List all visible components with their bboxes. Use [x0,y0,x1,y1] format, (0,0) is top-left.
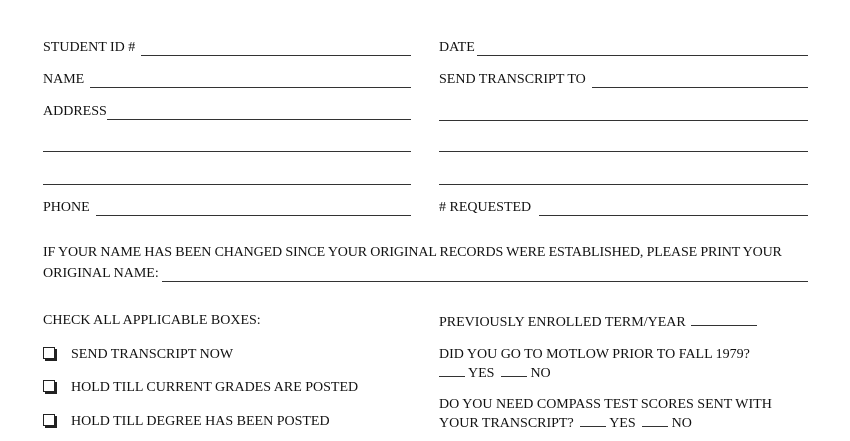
phone-line[interactable] [96,203,411,216]
compass-no-label: NO [671,416,692,431]
send-transcript-to-line-1[interactable] [592,75,808,88]
motlow-yes-label: YES [467,366,495,381]
hold-current-grades-label: HOLD TILL CURRENT GRADES ARE POSTED [71,380,359,395]
address-line-2[interactable] [43,150,411,152]
send-transcript-to-line-4[interactable] [439,183,808,185]
date-line[interactable] [477,43,808,56]
motlow-no-blank[interactable] [501,364,527,377]
requested-label: # REQUESTED [439,200,532,215]
send-transcript-to-field[interactable] [439,72,808,88]
original-name-line[interactable] [162,269,808,282]
date-label: DATE [439,40,475,55]
send-transcript-now-label: SEND TRANSCRIPT NOW [71,347,234,362]
send-transcript-to-line-2[interactable] [439,119,808,121]
name-label: NAME [43,72,85,87]
compass-no-blank[interactable] [642,414,668,427]
compass-yes-label: YES [609,416,636,431]
send-transcript-to-line-3[interactable] [439,150,808,152]
hold-degree-checkbox[interactable] [43,414,55,426]
address-field[interactable] [43,104,411,120]
motlow-no-label: NO [530,366,551,381]
date-field[interactable] [439,40,808,56]
hold-current-grades-checkbox[interactable] [43,380,55,392]
address-line-3[interactable] [43,183,411,185]
previously-enrolled-line[interactable] [691,313,757,326]
check-boxes-heading: CHECK ALL APPLICABLE BOXES: [43,313,261,328]
previously-enrolled-field[interactable] [439,313,757,331]
compass-question-line-2: YOUR TRANSCRIPT? [439,416,574,431]
phone-field[interactable] [43,200,411,216]
requested-line[interactable] [539,203,808,216]
requested-field[interactable] [439,200,808,216]
send-transcript-to-label: SEND TRANSCRIPT TO [439,72,586,87]
send-transcript-now-option[interactable] [43,347,233,363]
name-line[interactable] [90,75,411,88]
phone-label: PHONE [43,200,90,215]
motlow-yes-blank[interactable] [439,364,465,377]
hold-degree-label: HOLD TILL DEGREE HAS BEEN POSTED [71,414,330,429]
student-id-label: STUDENT ID # [43,40,136,55]
hold-degree-option[interactable] [43,414,330,430]
compass-answer-row [439,414,692,432]
compass-yes-blank[interactable] [580,414,606,427]
name-field[interactable] [43,72,411,88]
send-transcript-now-checkbox[interactable] [43,347,55,359]
student-id-field[interactable] [43,40,411,56]
name-change-instruction: IF YOUR NAME HAS BEEN CHANGED SINCE YOUR ORIGINAL RECORDS WERE ESTABLISHED, PLEASE PRINT YOUR [43,245,782,260]
address-label: ADDRESS [43,104,107,119]
original-name-label: ORIGINAL NAME: [43,266,159,281]
student-id-line[interactable] [141,43,411,56]
previously-enrolled-label: PREVIOUSLY ENROLLED TERM/YEAR [439,315,686,330]
address-line-1[interactable] [107,107,411,120]
hold-current-grades-option[interactable] [43,380,358,396]
motlow-answer-row [439,364,551,382]
compass-question-line-1: DO YOU NEED COMPASS TEST SCORES SENT WITH [439,397,772,412]
original-name-field[interactable] [43,266,808,282]
motlow-question: DID YOU GO TO MOTLOW PRIOR TO FALL 1979? [439,347,750,362]
